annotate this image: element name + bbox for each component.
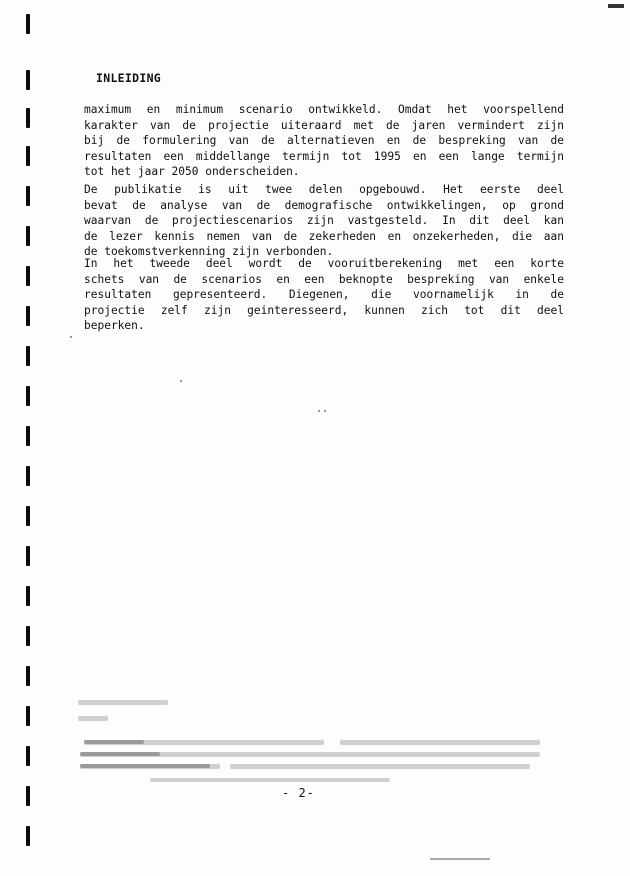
page-number: - 2-: [282, 786, 315, 800]
text-line: maximum en minimum scenario ontwikkeld. Omdat het voorspellend: [84, 103, 564, 116]
text-line: tot het jaar 2050 onderscheiden.: [84, 165, 300, 179]
scan-mark: [608, 4, 624, 8]
scan-speck: [318, 410, 320, 412]
binding-hole: [26, 14, 30, 34]
binding-hole: [26, 746, 30, 766]
section-heading: INLEIDING: [96, 71, 162, 85]
binding-hole: [26, 386, 30, 406]
binding-hole: [26, 586, 30, 606]
text-line: In het tweede deel wordt de vooruitberekening met een korte: [84, 257, 564, 270]
scan-speck: [180, 380, 182, 382]
binding-hole: [26, 346, 30, 366]
text-line: De publikatie is uit twee delen opgebouwd. Het eerste deel: [84, 183, 564, 196]
paragraph-2: [84, 182, 564, 260]
binding-hole: [26, 306, 30, 326]
text-line: beperken.: [84, 319, 145, 333]
text-line: bij de formulering van de alternatieven en de bespreking van de: [84, 134, 564, 148]
text-line: schets van de scenarios en een beknopte bespreking van enkele: [84, 272, 564, 286]
binding-hole: [26, 626, 30, 646]
binding-hole: [26, 108, 30, 128]
text-line: projectie zelf zijn geinteresseerd, kunnen zich tot dit deel: [84, 303, 564, 317]
binding-hole: [26, 546, 30, 566]
scan-speck: [324, 410, 326, 412]
paragraph-1: [84, 102, 564, 180]
binding-hole: [26, 146, 30, 166]
binding-hole: [26, 826, 30, 846]
scan-mark: [430, 858, 490, 860]
binding-hole: [26, 666, 30, 686]
scan-speck: [70, 336, 72, 338]
text-line: waarvan de projectiescenarios zijn vastgesteld. In dit deel kan: [84, 214, 564, 228]
binding-hole: [26, 226, 30, 246]
text-line: resultaten gepresenteerd. Diegenen, die voornamelijk in de: [84, 288, 564, 302]
binding-hole: [26, 786, 30, 806]
binding-hole: [26, 466, 30, 486]
text-line: resultaten een middellange termijn tot 1995 en een lange termijn: [84, 149, 564, 163]
text-line: de toekomstverkenning zijn verbonden.: [84, 245, 334, 259]
binding-hole: [26, 426, 30, 446]
text-line: de lezer kennis nemen van de zekerheden en onzekerheden, die aan: [84, 229, 564, 243]
binding-hole: [26, 266, 30, 286]
binding-hole: [26, 506, 30, 526]
binding-strip: [0, 0, 14, 876]
binding-hole: [26, 186, 30, 206]
text-line: bevat de analyse van de demografische ontwikkelingen, op grond: [84, 198, 564, 212]
binding-hole: [26, 70, 30, 90]
binding-hole: [26, 706, 30, 726]
paragraph-3: [84, 256, 564, 334]
text-line: karakter van de projectie uiteraard met de jaren vermindert zijn: [84, 118, 564, 132]
